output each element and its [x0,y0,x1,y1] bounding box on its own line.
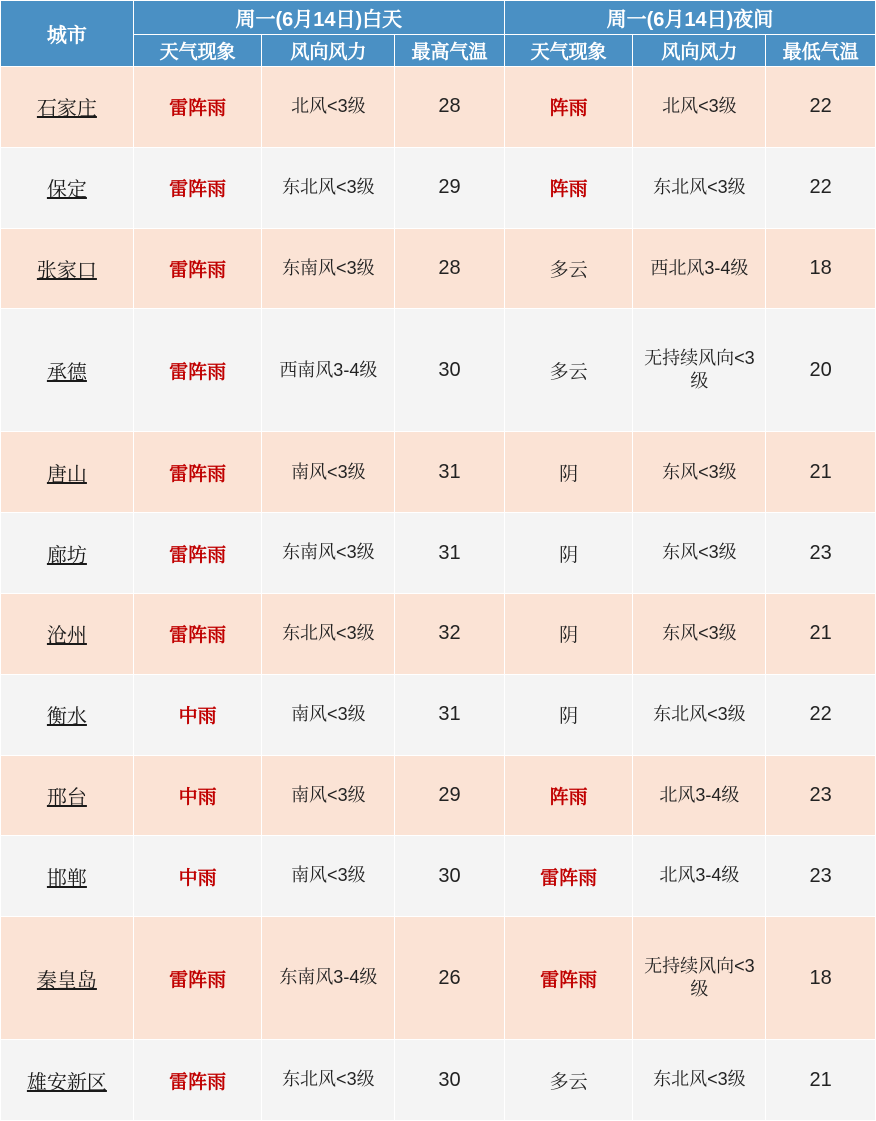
header-night-weather: 天气现象 [504,35,633,67]
night-temp-cell: 21 [766,593,876,674]
night-wind-cell: 无持续风向<3级 [633,309,766,432]
night-weather-cell: 阵雨 [504,755,633,836]
night-temp-cell: 23 [766,513,876,594]
table-row [1,917,876,1040]
table-row [1,513,876,594]
day-wind-cell: 东北风<3级 [262,1040,395,1121]
day-temp-cell: 31 [395,674,505,755]
night-wind-cell: 东北风<3级 [633,674,766,755]
city-name: 保定 [46,179,87,202]
night-weather-cell: 阵雨 [504,147,633,228]
night-temp-cell: 22 [766,674,876,755]
city-name: 雄安新区 [26,1071,107,1094]
night-wind-cell: 东北风<3级 [633,1040,766,1121]
city-name: 廊坊 [46,544,87,567]
day-weather-cell: 雷阵雨 [133,67,262,148]
night-temp-cell: 20 [766,309,876,432]
city-cell[interactable] [1,513,134,594]
table-row [1,432,876,513]
day-temp-cell: 28 [395,67,505,148]
day-weather-cell: 雷阵雨 [133,593,262,674]
city-cell[interactable] [1,1040,134,1121]
night-weather-cell: 阴 [504,593,633,674]
table-row [1,674,876,755]
night-temp-cell: 23 [766,755,876,836]
day-wind-cell: 南风<3级 [262,674,395,755]
day-weather-cell: 雷阵雨 [133,1040,262,1121]
header-day-group: 周一(6月14日)白天 [133,1,504,35]
city-name: 石家庄 [36,98,97,121]
day-temp-cell: 26 [395,917,505,1040]
table-row [1,755,876,836]
night-temp-cell: 22 [766,147,876,228]
table-row [1,1040,876,1121]
city-cell[interactable] [1,674,134,755]
city-cell[interactable] [1,593,134,674]
city-cell[interactable] [1,917,134,1040]
day-weather-cell: 中雨 [133,755,262,836]
night-weather-cell: 多云 [504,228,633,309]
day-wind-cell: 南风<3级 [262,755,395,836]
day-wind-cell: 东南风<3级 [262,513,395,594]
city-name: 秦皇岛 [36,969,97,992]
night-weather-cell: 多云 [504,309,633,432]
city-cell[interactable] [1,67,134,148]
day-weather-cell: 雷阵雨 [133,432,262,513]
day-temp-cell: 31 [395,432,505,513]
day-wind-cell: 北风<3级 [262,67,395,148]
city-cell[interactable] [1,432,134,513]
night-temp-cell: 18 [766,917,876,1040]
table-header [1,1,876,67]
header-day-high-temp: 最高气温 [395,35,505,67]
city-name: 沧州 [46,625,87,648]
table-row [1,147,876,228]
header-group-row [1,1,876,35]
city-cell[interactable] [1,755,134,836]
day-weather-cell: 中雨 [133,674,262,755]
day-wind-cell: 东南风3-4级 [262,917,395,1040]
table-row [1,836,876,917]
night-temp-cell: 18 [766,228,876,309]
night-weather-cell: 阵雨 [504,67,633,148]
night-wind-cell: 东风<3级 [633,432,766,513]
day-wind-cell: 东北风<3级 [262,593,395,674]
header-day-weather: 天气现象 [133,35,262,67]
day-weather-cell: 雷阵雨 [133,917,262,1040]
day-weather-cell: 雷阵雨 [133,513,262,594]
city-name: 邢台 [46,786,87,809]
day-weather-cell: 雷阵雨 [133,147,262,228]
table-row [1,67,876,148]
night-wind-cell: 东风<3级 [633,593,766,674]
day-weather-cell: 中雨 [133,836,262,917]
night-temp-cell: 21 [766,432,876,513]
city-name: 张家口 [36,259,97,282]
city-cell[interactable] [1,228,134,309]
day-wind-cell: 南风<3级 [262,432,395,513]
city-cell[interactable] [1,147,134,228]
city-name: 邯郸 [46,867,87,890]
night-weather-cell: 阴 [504,674,633,755]
day-temp-cell: 28 [395,228,505,309]
night-weather-cell: 阴 [504,432,633,513]
day-temp-cell: 30 [395,836,505,917]
table-row [1,593,876,674]
day-wind-cell: 南风<3级 [262,836,395,917]
table-body [1,67,876,1121]
day-temp-cell: 29 [395,147,505,228]
night-temp-cell: 21 [766,1040,876,1121]
day-temp-cell: 30 [395,1040,505,1121]
city-name: 唐山 [46,463,87,486]
city-name: 承德 [46,361,87,384]
day-temp-cell: 30 [395,309,505,432]
day-weather-cell: 雷阵雨 [133,309,262,432]
night-weather-cell: 雷阵雨 [504,917,633,1040]
city-cell[interactable] [1,309,134,432]
night-wind-cell: 无持续风向<3级 [633,917,766,1040]
table-row [1,228,876,309]
header-city: 城市 [1,1,134,67]
day-wind-cell: 西南风3-4级 [262,309,395,432]
night-wind-cell: 东北风<3级 [633,147,766,228]
table-row [1,309,876,432]
day-temp-cell: 29 [395,755,505,836]
header-night-group: 周一(6月14日)夜间 [504,1,875,35]
city-name: 衡水 [46,706,87,729]
night-temp-cell: 23 [766,836,876,917]
night-temp-cell: 22 [766,67,876,148]
day-temp-cell: 31 [395,513,505,594]
header-night-wind: 风向风力 [633,35,766,67]
night-wind-cell: 北风3-4级 [633,755,766,836]
night-wind-cell: 北风3-4级 [633,836,766,917]
day-temp-cell: 32 [395,593,505,674]
day-wind-cell: 东南风<3级 [262,228,395,309]
night-wind-cell: 北风<3级 [633,67,766,148]
city-cell[interactable] [1,836,134,917]
night-weather-cell: 多云 [504,1040,633,1121]
night-wind-cell: 西北风3-4级 [633,228,766,309]
header-night-low-temp: 最低气温 [766,35,876,67]
day-weather-cell: 雷阵雨 [133,228,262,309]
header-day-wind: 风向风力 [262,35,395,67]
night-weather-cell: 雷阵雨 [504,836,633,917]
day-wind-cell: 东北风<3级 [262,147,395,228]
night-weather-cell: 阴 [504,513,633,594]
night-wind-cell: 东风<3级 [633,513,766,594]
